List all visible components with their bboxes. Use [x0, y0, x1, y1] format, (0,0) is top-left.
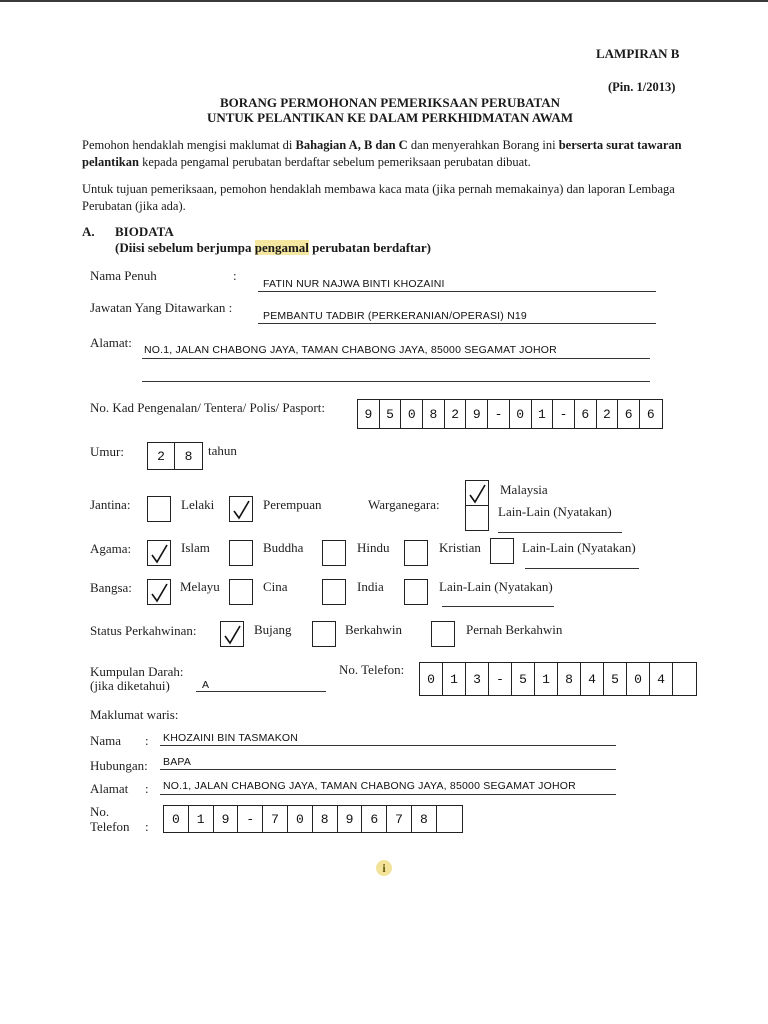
digit-cell[interactable]: 0	[164, 806, 189, 832]
page-top-border	[0, 0, 768, 2]
heir-address-field[interactable]	[160, 779, 616, 795]
blood-group-value: A	[202, 679, 210, 691]
heir-address-value: NO.1, JALAN CHABONG JAYA, TAMAN CHABONG JAYA, 85000 SEGAMAT JOHOR	[163, 780, 576, 792]
religion-islam-checkbox[interactable]	[147, 540, 171, 566]
digit-cell[interactable]: -	[238, 806, 263, 832]
check-mark-icon	[150, 582, 170, 604]
full-name-label: Nama Penuh	[90, 268, 157, 283]
marital-previously-married-checkbox[interactable]	[431, 621, 455, 647]
digit-cell[interactable]: 6	[646, 406, 655, 422]
digit-cell[interactable]: 6	[362, 806, 387, 832]
marital-married-label: Berkahwin	[345, 622, 403, 637]
info-icon: i	[376, 860, 392, 876]
digit-cell[interactable]: -	[488, 400, 510, 428]
full-name-value: FATIN NUR NAJWA BINTI KHOZAINI	[263, 278, 445, 290]
race-other-field[interactable]	[442, 594, 554, 607]
digit-cell[interactable]	[673, 663, 696, 695]
position-field[interactable]	[258, 308, 656, 324]
gender-male-label: Lelaki	[181, 497, 215, 512]
citizenship-malaysia-checkbox[interactable]	[465, 480, 489, 506]
address-field-line1[interactable]	[142, 343, 650, 359]
blood-group-field[interactable]	[196, 677, 326, 692]
religion-other-checkbox[interactable]	[490, 538, 514, 564]
digit-cell[interactable]: 0	[627, 663, 650, 695]
form-title-line1: BORANG PERMOHONAN PEMERIKSAAN PERUBATAN	[219, 95, 561, 110]
race-melayu-checkbox[interactable]	[147, 579, 171, 605]
heir-name-value: KHOZAINI BIN TASMAKON	[163, 732, 299, 744]
digit-cell[interactable]: 8	[184, 448, 193, 464]
religion-buddha-label: Buddha	[263, 540, 304, 555]
digit-cell[interactable]: 9	[466, 400, 488, 428]
race-melayu-label: Melayu	[180, 579, 220, 594]
digit-cell[interactable]: 3	[466, 663, 489, 695]
section-letter: A.	[82, 224, 95, 239]
heir-name-colon: :	[145, 733, 149, 748]
digit-cell[interactable]: 2	[148, 443, 175, 469]
section-title: BIODATA	[115, 224, 174, 239]
intro-paragraph-1: Pemohon hendaklah mengisi maklumat di Bahagian A, B dan C dan menyerahkan Borang ini berserta surat tawaran pelantikan kepada pengamal perubatan berdaftar sebelum pemeriksaan perubatan dibuat.	[82, 138, 682, 169]
appendix-label: LAMPIRAN B	[596, 46, 680, 61]
check-mark-icon	[150, 543, 170, 565]
check-mark-icon	[468, 483, 488, 505]
heir-phone-label-line2: Telefon	[90, 819, 130, 834]
heir-relation-field[interactable]	[160, 755, 616, 770]
position-value: PEMBANTU TADBIR (PERKERANIAN/OPERASI) N19	[263, 310, 527, 322]
gender-female-label: Perempuan	[263, 497, 322, 512]
gender-male-checkbox[interactable]	[147, 496, 171, 522]
marital-single-checkbox[interactable]	[220, 621, 244, 647]
age-label: Umur:	[90, 444, 124, 459]
heir-address-colon: :	[145, 781, 149, 796]
digit-cell[interactable]: -	[553, 400, 575, 428]
form-title-line2: UNTUK PELANTIKAN KE DALAM PERKHIDMATAN AWAM	[206, 110, 574, 125]
heir-section-title: Maklumat waris:	[90, 707, 179, 722]
age-unit: tahun	[208, 443, 237, 458]
blood-group-hint: (jika diketahui)	[90, 678, 170, 693]
digit-cell[interactable]: 8	[558, 663, 581, 695]
digit-cell[interactable]: 5	[604, 663, 627, 695]
phone-number-boxes[interactable]	[419, 662, 697, 696]
citizenship-malaysia-label: Malaysia	[500, 482, 548, 497]
heir-phone-colon: :	[145, 819, 149, 834]
digit-cell[interactable]: 8	[313, 806, 338, 832]
digit-cell[interactable]: 0	[288, 806, 313, 832]
marital-single-label: Bujang	[254, 622, 292, 637]
digit-cell[interactable]: 0	[420, 663, 443, 695]
digit-cell[interactable]: 0	[510, 400, 532, 428]
race-label: Bangsa:	[90, 580, 132, 595]
address-field-line2[interactable]	[142, 368, 650, 382]
religion-kristian-checkbox[interactable]	[404, 540, 428, 566]
heir-phone-label-line1: No.	[90, 804, 110, 819]
religion-hindu-label: Hindu	[357, 540, 390, 555]
race-other-label: Lain-Lain (Nyatakan)	[439, 579, 553, 594]
digit-cell[interactable]: 9	[214, 806, 239, 832]
digit-cell[interactable]: 2	[597, 400, 619, 428]
race-other-checkbox[interactable]	[404, 579, 428, 605]
digit-cell[interactable]: 7	[387, 806, 412, 832]
religion-buddha-checkbox[interactable]	[229, 540, 253, 566]
religion-islam-label: Islam	[181, 540, 210, 555]
intro-paragraph-2: Untuk tujuan pemeriksaan, pemohon hendaklah membawa kaca mata (jika pernah memakainya) dan laporan Lembaga Perubatan (jika ada).	[82, 182, 675, 213]
digit-cell[interactable]: 1	[532, 400, 554, 428]
phone-label: No. Telefon:	[339, 662, 405, 677]
digit-cell[interactable]: 8	[412, 806, 437, 832]
religion-kristian-label: Kristian	[439, 540, 481, 555]
digit-cell[interactable]: 4	[581, 663, 604, 695]
marital-previously-married-label: Pernah Berkahwin	[466, 622, 563, 637]
address-label: Alamat:	[90, 335, 132, 350]
digit-cell[interactable]: 8	[423, 400, 445, 428]
digit-cell[interactable]: 1	[189, 806, 214, 832]
religion-other-label: Lain-Lain (Nyatakan)	[522, 540, 636, 555]
digit-cell[interactable]: 6	[618, 400, 640, 428]
ic-label: No. Kad Pengenalan/ Tentera/ Polis/ Pasport:	[90, 400, 325, 415]
heir-phone-boxes[interactable]	[163, 805, 463, 833]
check-mark-icon	[223, 624, 243, 646]
digit-cell[interactable]: -	[489, 663, 512, 695]
digit-cell[interactable]: 9	[358, 400, 380, 428]
religion-label: Agama:	[90, 541, 132, 556]
heir-name-label: Nama	[90, 733, 122, 748]
heir-name-field[interactable]	[160, 731, 616, 746]
race-cina-label: Cina	[263, 579, 288, 594]
digit-cell[interactable]: 2	[445, 400, 467, 428]
heir-relation-label: Hubungan:	[90, 758, 148, 773]
race-cina-checkbox[interactable]	[229, 579, 253, 605]
citizenship-other-checkbox[interactable]	[465, 505, 489, 531]
race-india-label: India	[357, 579, 384, 594]
heir-relation-value: BAPA	[163, 756, 192, 768]
digit-cell[interactable]: 7	[263, 806, 288, 832]
blood-group-label: Kumpulan Darah:	[90, 664, 184, 679]
religion-hindu-checkbox[interactable]	[322, 540, 346, 566]
pin-label: (Pin. 1/2013)	[608, 80, 676, 94]
citizenship-other-field[interactable]	[498, 520, 622, 533]
gender-label: Jantina:	[90, 497, 131, 512]
ic-number-boxes[interactable]	[357, 399, 663, 429]
heir-address-label: Alamat	[90, 781, 129, 796]
digit-cell[interactable]: 6	[575, 400, 597, 428]
religion-other-field[interactable]	[525, 556, 639, 569]
position-label: Jawatan Yang Ditawarkan :	[90, 300, 233, 315]
citizenship-other-label: Lain-Lain (Nyatakan)	[498, 504, 612, 519]
address-value: NO.1, JALAN CHABONG JAYA, TAMAN CHABONG JAYA, 85000 SEGAMAT JOHOR	[144, 344, 557, 356]
digit-cell[interactable]: 5	[380, 400, 402, 428]
gender-female-checkbox[interactable]	[229, 496, 253, 522]
race-india-checkbox[interactable]	[322, 579, 346, 605]
age-boxes[interactable]	[147, 442, 203, 470]
citizenship-label: Warganegara:	[368, 497, 440, 512]
digit-cell[interactable]: 1	[535, 663, 558, 695]
digit-cell[interactable]	[437, 806, 462, 832]
check-mark-icon	[232, 499, 252, 521]
marital-married-checkbox[interactable]	[312, 621, 336, 647]
digit-cell[interactable]: 0	[401, 400, 423, 428]
digit-cell[interactable]: 4	[650, 663, 673, 695]
section-subtitle: (Diisi sebelum berjumpa pengamal perubatan berdaftar)	[115, 240, 431, 255]
marital-status-label: Status Perkahwinan:	[90, 623, 197, 638]
full-name-colon: :	[233, 268, 237, 283]
digit-cell[interactable]: 5	[512, 663, 535, 695]
digit-cell[interactable]: 9	[338, 806, 363, 832]
digit-cell[interactable]: 1	[443, 663, 466, 695]
full-name-field[interactable]	[258, 276, 656, 292]
